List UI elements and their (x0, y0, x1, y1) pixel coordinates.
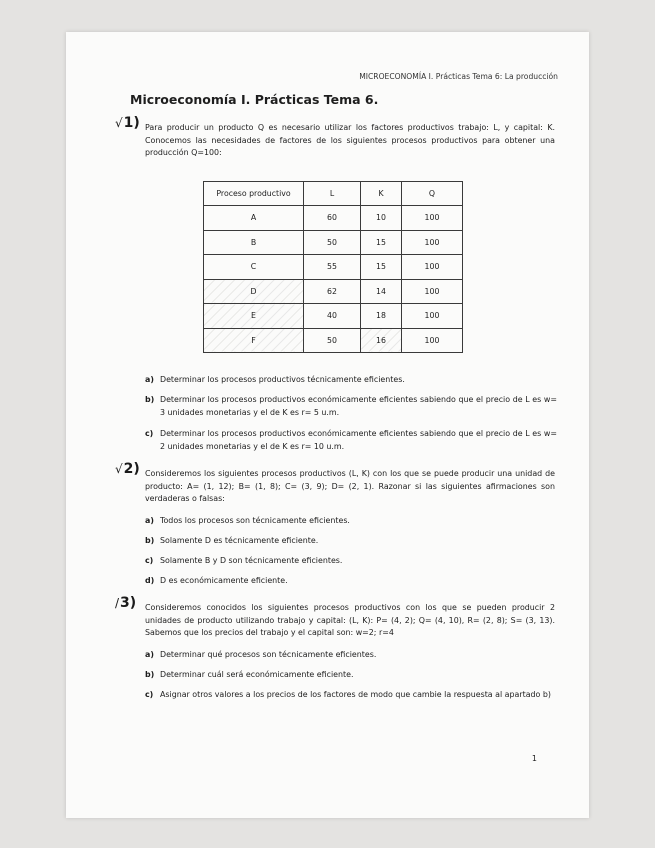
check-mark-icon: √ (115, 116, 123, 130)
problem-1-statement: Para producir un producto Q es necesario utilizar los factores productivos trabajo: L, y capital: K. Conocemos las necesidades de factores de los siguientes procesos productivos para obtener una producción Q=100: (145, 123, 555, 158)
column-header: L (304, 182, 361, 206)
column-header: K (361, 182, 402, 206)
table-row (204, 230, 463, 255)
table-cell: 100 (402, 230, 463, 255)
table-cell: 55 (304, 255, 361, 280)
problem-3-item-a: a) Determinar qué procesos son técnicamente eficientes. (145, 650, 377, 659)
problem-1-item-a: a) Determinar los procesos productivos técnicamente eficientes. (145, 375, 405, 384)
table-cell: 15 (361, 255, 402, 280)
table-cell: 62 (304, 279, 361, 304)
table-cell: 40 (304, 304, 361, 329)
table-cell: 50 (304, 328, 361, 353)
check-mark-icon: / (115, 596, 120, 610)
table-cell: A (204, 206, 304, 231)
problem-1-item-b: b) Determinar los procesos productivos económicamente eficientes sabiendo que el precio de L es w= 3 unidades monetarias y el de K es r= 5 u.m. (145, 395, 557, 417)
table-cell: C (204, 255, 304, 280)
column-header: Q (402, 182, 463, 206)
table-cell: 50 (304, 230, 361, 255)
problem-3-item-b: b) Determinar cuál será económicamente eficiente. (145, 670, 354, 679)
column-header: Proceso productivo (204, 182, 304, 206)
problem-2-item-b: b) Solamente D es técnicamente eficiente. (145, 536, 319, 545)
problem-2 (115, 461, 555, 506)
problem-3-number: /3) (115, 595, 137, 611)
table-cell: 15 (361, 230, 402, 255)
table-cell: 10 (361, 206, 402, 231)
table-cell: 16 (361, 328, 402, 353)
table-row (204, 255, 463, 280)
table-row (204, 206, 463, 231)
table-cell: 100 (402, 304, 463, 329)
table-cell: F (204, 328, 304, 353)
document-page (66, 32, 589, 818)
process-table (203, 181, 463, 353)
table-row (204, 279, 463, 304)
table-row (204, 304, 463, 329)
problem-1-item-c: c) Determinar los procesos productivos económicamente eficientes sabiendo que el precio de L es w= 2 unidades monetarias y el de K es r= 10 u.m. (145, 429, 557, 451)
table-header-row (204, 182, 463, 206)
problem-2-statement: Consideremos los siguientes procesos productivos (L, K) con los que se puede producir una unidad de producto: A= (1, 12); B= (1, 8); C= (3, 9); D= (2, 1). Razonar si las siguientes afirmaciones son verdaderas o falsas: (145, 469, 555, 504)
table-cell: 14 (361, 279, 402, 304)
problem-1-number: √1) (115, 115, 140, 131)
problem-2-number: √2) (115, 461, 140, 477)
problem-3 (115, 595, 555, 640)
table-cell: B (204, 230, 304, 255)
table-row (204, 328, 463, 353)
table-cell: 100 (402, 206, 463, 231)
problem-1 (115, 115, 555, 160)
problem-3-item-c: c) Asignar otros valores a los precios de los factores de modo que cambie la respuesta al apartado b) (145, 690, 551, 699)
running-head: MICROECONOMÍA I. Prácticas Tema 6: La producción (359, 72, 558, 81)
problem-2-item-c: c) Solamente B y D son técnicamente eficientes. (145, 556, 343, 565)
table-cell: D (204, 279, 304, 304)
document-title: Microeconomía I. Prácticas Tema 6. (130, 92, 379, 107)
table-cell: 100 (402, 328, 463, 353)
table-cell: 100 (402, 279, 463, 304)
check-mark-icon: √ (115, 462, 123, 476)
table-cell: 100 (402, 255, 463, 280)
table-cell: 60 (304, 206, 361, 231)
problem-3-statement: Consideremos conocidos los siguientes procesos productivos con los que se pueden producir 2 unidades de producto utilizando trabajo y capital: (L, K): P= (4, 2); Q= (4, 10), R= (2, 8); S= (3, 13). Sabemos que los precios del trabajo y el capital son: w=2; r=4 (145, 603, 555, 638)
page-number: 1 (531, 754, 537, 763)
table-cell: 18 (361, 304, 402, 329)
problem-2-item-d: d) D es económicamente eficiente. (145, 576, 288, 585)
table-cell: E (204, 304, 304, 329)
problem-2-item-a: a) Todos los procesos son técnicamente eficientes. (145, 516, 350, 525)
